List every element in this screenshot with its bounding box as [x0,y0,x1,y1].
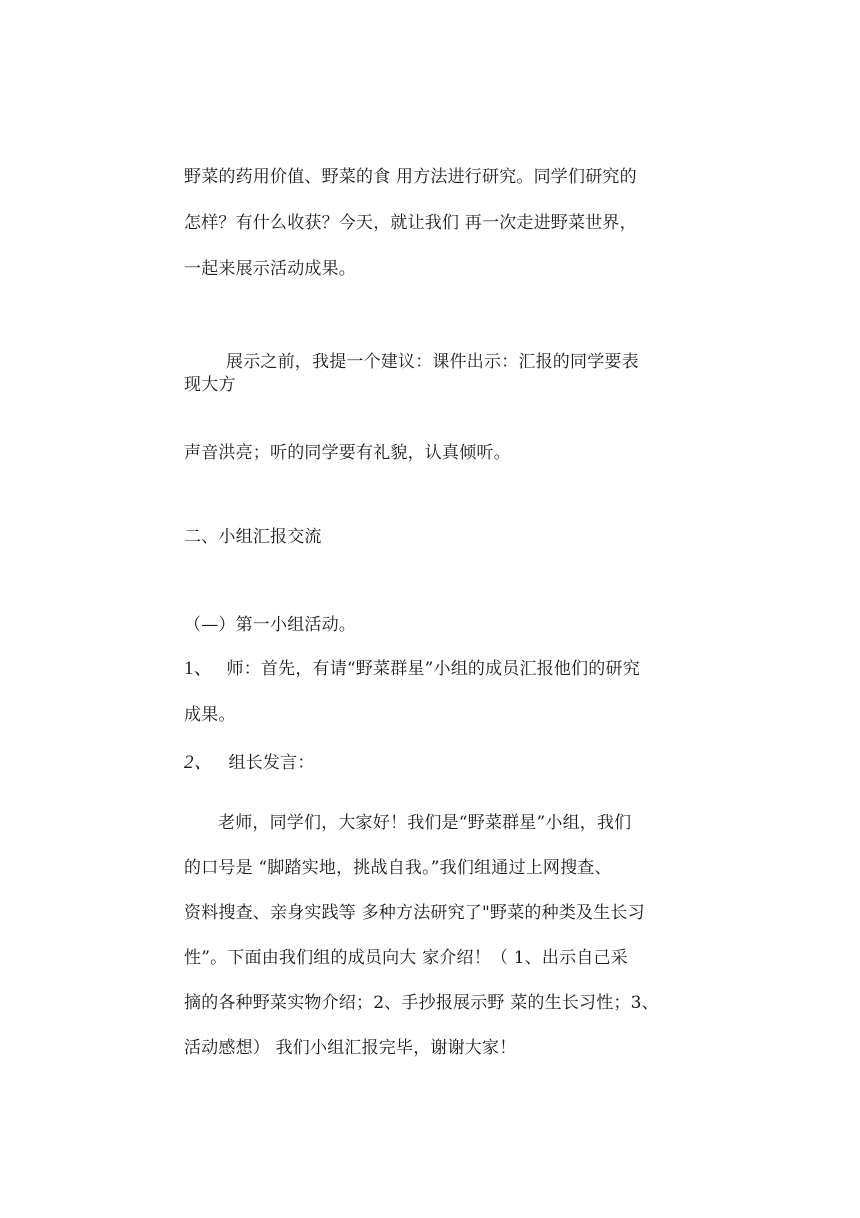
item-1-text: 师：首先，有请“野菜群星”小组的成员汇报他们的研究 [226,659,640,679]
speech-line-5: 摘的各种野菜实物介绍；2、手抄报展示野 菜的生长习性；3、 [184,993,659,1013]
intro-line-1: 野菜的药用价值、野菜的食 用方法进行研究。同学们研究的 [184,167,637,187]
suggestion-line-1: 展示之前，我提一个建议：课件出示：汇报的同学要表 [226,352,639,372]
item-2-number: 2、 [184,752,213,773]
section-two-heading: 二、小组汇报交流 [184,527,322,547]
suggestion-line-2: 现大方 [184,375,236,395]
speech-line-3: 资料搜查、亲身实践等 多种方法研究了"野菜的种类及生长习 [184,903,645,923]
item-2-line [184,752,684,774]
subsection-one-heading: （—）第一小组活动。 [184,615,356,635]
speech-line-4: 性”。下面由我们组的成员向大 家介绍！（ 1、出示自己采 [184,948,628,968]
speech-line-6: 活动感想） 我们小组汇报完毕，谢谢大家！ [184,1038,517,1058]
item-1-number: 1、 [184,658,213,679]
item-1-line-1 [184,658,684,680]
item-2-text: 组长发言： [228,753,315,773]
speech-line-1: 老师，同学们，大家好！我们是“野菜群星”小组，我们 [218,813,632,833]
speech-line-2: 的口号是 “脚踏实地，挑战自我。”我们组通过上网搜查、 [184,858,612,878]
suggestion-line-3: 声音洪亮；听的同学要有礼貌，认真倾听。 [184,443,511,463]
item-1-line-2: 成果。 [184,705,236,725]
intro-line-3: 一起来展示活动成果。 [184,259,356,279]
intro-line-2: 怎样？有什么收获？今天，就让我们 再一次走进野菜世界， [184,213,637,233]
